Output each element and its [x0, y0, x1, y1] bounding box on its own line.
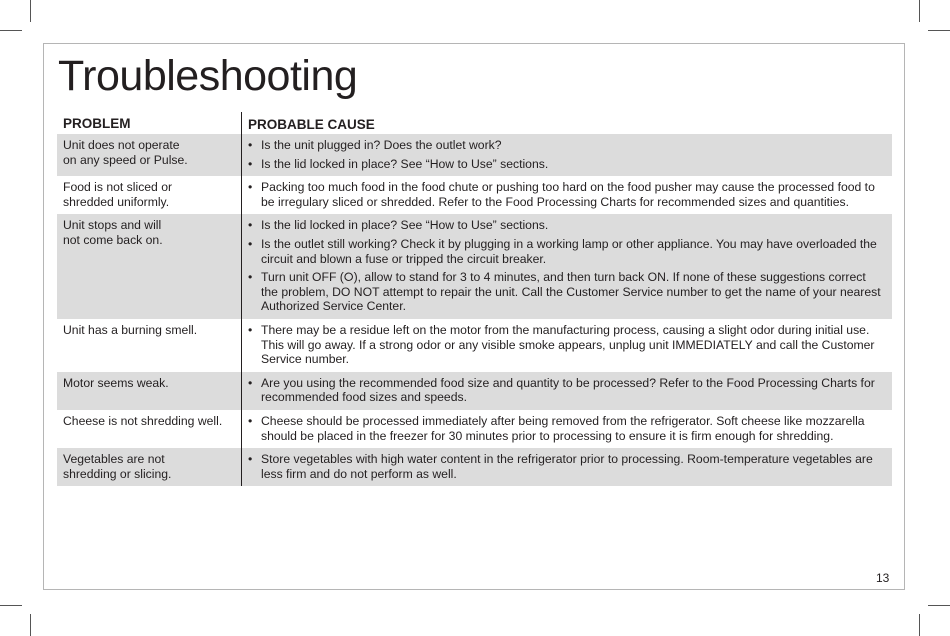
header-cause: PROBABLE CAUSE — [241, 112, 892, 134]
cause-item — [248, 414, 884, 443]
crop-mark — [928, 605, 950, 606]
table-row — [57, 410, 892, 448]
header-problem: PROBLEM — [63, 115, 131, 131]
table-header — [57, 112, 892, 134]
problem-cell: Motor seems weak. — [63, 375, 169, 390]
table-row — [57, 372, 892, 410]
crop-mark — [0, 605, 22, 606]
bullet-icon: • — [248, 322, 253, 337]
problem-cell: Unit has a burning smell. — [63, 322, 198, 337]
cause-cell — [241, 410, 892, 448]
crop-mark — [30, 0, 31, 22]
bullet-icon: • — [248, 270, 253, 285]
cause-item — [248, 157, 884, 172]
crop-mark — [30, 614, 31, 636]
cause-text: Is the outlet still working? Check it by plugging in a working lamp or other appliance. You may have overloaded the circuit and blown a fuse or tripped the circuit breaker. — [261, 236, 877, 266]
cause-item — [248, 138, 884, 153]
page-title: Troubleshooting — [58, 52, 358, 100]
problem-cell: Vegetables are not shredding or slicing. — [63, 452, 172, 481]
bullet-icon: • — [248, 180, 253, 195]
table-row — [57, 176, 892, 214]
problem-cell: Unit does not operate on any speed or Pulse. — [63, 138, 188, 167]
cause-cell — [241, 134, 892, 176]
page-number: 13 — [876, 571, 890, 585]
cause-text: Store vegetables with high water content in the refrigerator prior to processing. Room-temperature vegetables are less firm and do not perform as well. — [261, 452, 873, 481]
bullet-icon: • — [248, 138, 253, 152]
cause-item — [248, 270, 884, 314]
crop-mark — [919, 614, 920, 636]
table-row — [57, 214, 892, 319]
cause-cell — [241, 448, 892, 486]
bullet-icon: • — [248, 452, 253, 467]
troubleshooting-table — [57, 112, 892, 486]
bullet-icon: • — [248, 375, 253, 390]
cause-item — [248, 237, 884, 266]
cause-cell — [241, 319, 892, 372]
cause-text: Are you using the recommended food size and quantity to be processed? Refer to the Food Processing Charts for recommended food sizes and speeds. — [261, 375, 875, 405]
cause-item — [248, 323, 884, 367]
crop-mark — [928, 30, 950, 31]
table-body — [57, 134, 892, 486]
cause-cell — [241, 372, 892, 410]
table-row — [57, 134, 892, 176]
bullet-icon: • — [248, 413, 253, 428]
cause-text: Turn unit OFF (⭘), allow to stand for 3 to 4 minutes, and then turn back ON. If none of these suggestions correct the problem, DO NOT attempt to repair the unit. Call the Customer Service number to get the name of your nearest Authorized Service Center. — [261, 270, 881, 314]
bullet-icon: • — [248, 218, 253, 233]
problem-cell: Food is not sliced or shredded uniformly. — [63, 180, 173, 209]
table-row — [57, 319, 892, 372]
crop-mark — [0, 30, 22, 31]
cause-text: Cheese should be processed immediately after being removed from the refrigerator. Soft cheese like mozzarella should be placed in the freezer for 30 minutes prior to processing to ensure it is firm enough for shredding. — [261, 413, 865, 443]
crop-mark — [919, 0, 920, 22]
cause-cell — [241, 214, 892, 319]
bullet-icon: • — [248, 236, 253, 251]
cause-text: Is the unit plugged in? Does the outlet work? — [261, 138, 502, 152]
table-row — [57, 448, 892, 486]
cause-item — [248, 218, 884, 233]
bullet-icon: • — [248, 156, 253, 171]
problem-cell: Cheese is not shredding well. — [63, 413, 223, 428]
cause-item — [248, 180, 884, 209]
cause-text: Is the lid locked in place? See “How to Use” sections. — [261, 156, 549, 171]
cause-text: Packing too much food in the food chute or pushing too hard on the food pusher may cause the processed food to be irregulary sliced or shredded. Refer to the Food Processing Charts for recommended sizes and quantities. — [261, 180, 875, 209]
cause-item — [248, 376, 884, 405]
cause-text: Is the lid locked in place? See “How to Use” sections. — [261, 218, 549, 233]
cause-cell — [241, 176, 892, 214]
cause-text: There may be a residue left on the motor from the manufacturing process, causing a slight odor during initial use. This will go away. If a strong odor or any visible smoke appears, unplug unit IMMEDIATELY and call the Customer Service number. — [261, 322, 875, 367]
problem-cell: Unit stops and will not come back on. — [63, 218, 163, 247]
cause-item — [248, 452, 884, 481]
